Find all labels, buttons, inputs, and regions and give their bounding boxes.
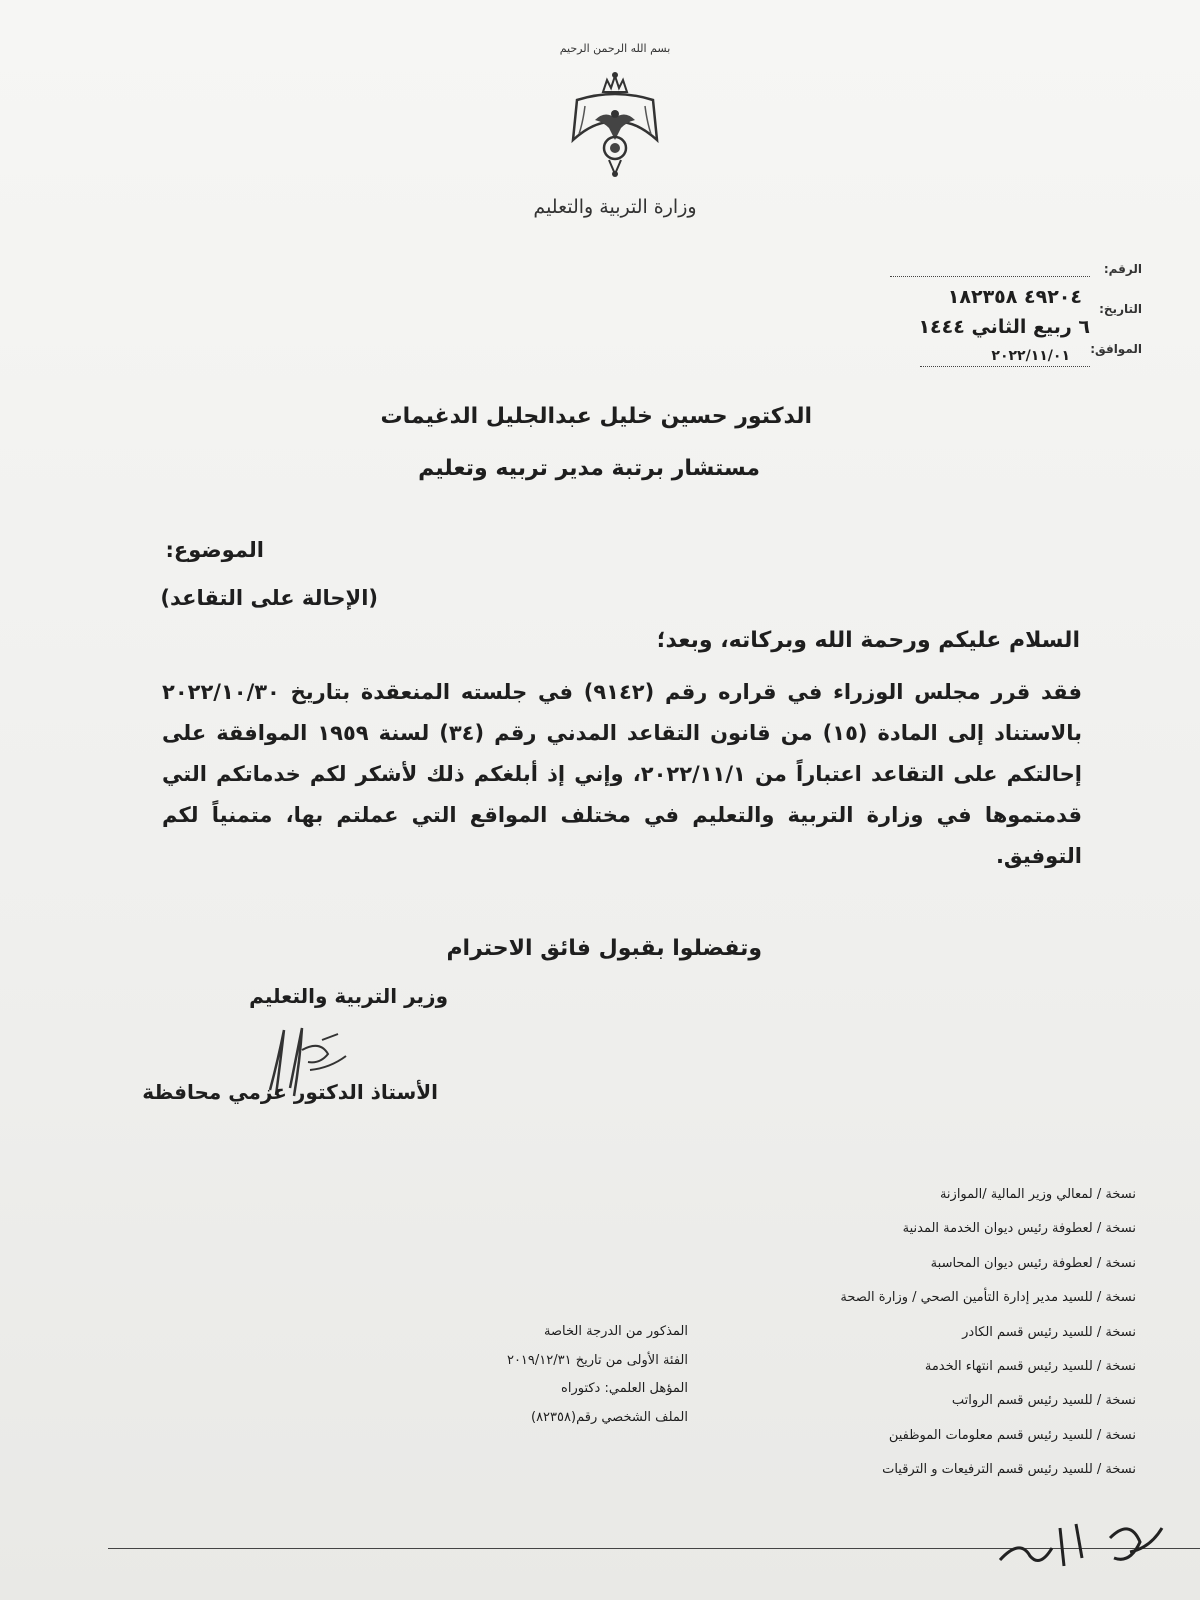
hijri-date: ٦ ربيع الثاني ١٤٤٤ xyxy=(918,316,1090,338)
reference-number-value: ٤٩٢٠٤ ١٨٢٣٥٨ xyxy=(947,286,1082,308)
corresponding-label: الموافق: xyxy=(1090,342,1142,356)
subject-label: الموضوع: xyxy=(165,538,264,562)
basmala: بسم الله الرحمن الرحيم xyxy=(559,42,671,55)
copy-item: نسخة / لعطوفة رئيس ديوان الخدمة المدنية xyxy=(902,1221,1136,1237)
copy-item: نسخة / لعطوفة رئيس ديوان المحاسبة xyxy=(930,1255,1136,1271)
copy-item: نسخة / للسيد رئيس قسم الترفيعات و الترقيات xyxy=(882,1462,1136,1478)
reference-number-label: الرقم: xyxy=(1103,262,1142,276)
closing-text: وتفضلوا بقبول فائق الاحترام xyxy=(446,936,762,961)
copy-item: نسخة / لمعالي وزير المالية /الموازنة xyxy=(939,1187,1136,1202)
gregorian-date: ٢٠٢٢/١١/٠١ xyxy=(991,348,1070,364)
body-paragraph: فقد قرر مجلس الوزراء في قراره رقم (٩١٤٢) في جلسته المنعقدة بتاريخ ٢٠٢٢/١٠/٣٠ بالاستناد إلى المادة (١٥) من قانون التقاعد المدني رقم (٣٤) لسنة ١٩٥٩ الموافقة على إحالتكم على التقاعد اعتباراً من ٢٠٢٢/١١/١، وإني إذ أبلغكم ذلك لأشكر لكم خدماتكم التي قدمتموها في وزارة التربية والتعليم في مختلف المواقع التي عملتم بها، متمنياً لكم التوفيق. xyxy=(162,680,1083,868)
addressee-title: مستشار برتبة مدير تربيه وتعليم xyxy=(418,456,760,481)
copy-item: نسخة / للسيد رئيس قسم الكادر xyxy=(962,1324,1136,1340)
employee-qualification: المؤهل العلمي: دكتوراه xyxy=(561,1381,688,1396)
copy-item: نسخة / للسيد مدير إدارة التأمين الصحي / وزارة الصحة xyxy=(840,1290,1136,1306)
employee-grade: المذكور من الدرجة الخاصة xyxy=(544,1324,688,1339)
copy-item: نسخة / للسيد رئيس قسم انتهاء الخدمة xyxy=(924,1358,1136,1374)
corresponding-line xyxy=(920,366,1090,367)
reference-number-line xyxy=(890,276,1090,277)
employee-category: الفئة الأولى من تاريخ ٢٠١٩/١٢/٣١ xyxy=(506,1352,688,1368)
copy-item: نسخة / للسيد رئيس قسم معلومات الموظفين xyxy=(888,1427,1136,1443)
minister-name: الأستاذ الدكتور عزمي محافظة xyxy=(142,1080,438,1104)
addressee-name: الدكتور حسين خليل عبدالجليل الدغيمات xyxy=(380,404,812,429)
date-label: التاريخ: xyxy=(1099,302,1142,316)
jordan-coat-of-arms-icon xyxy=(565,70,665,180)
copies-list xyxy=(736,1178,1136,1488)
minister-title: وزير التربية والتعليم xyxy=(249,984,448,1008)
subject-text: (الإحالة على التقاعد) xyxy=(160,586,378,610)
handwritten-initials-icon xyxy=(990,1508,1170,1578)
greeting: السلام عليكم ورحمة الله وبركاته، وبعد؛ xyxy=(656,628,1080,653)
copy-item: نسخة / للسيد رئيس قسم الرواتب xyxy=(951,1393,1136,1409)
employee-file-number: الملف الشخصي رقم(٨٢٣٥٨) xyxy=(531,1409,688,1425)
ministry-name: وزارة التربية والتعليم xyxy=(533,196,697,218)
employee-info xyxy=(428,1318,688,1432)
